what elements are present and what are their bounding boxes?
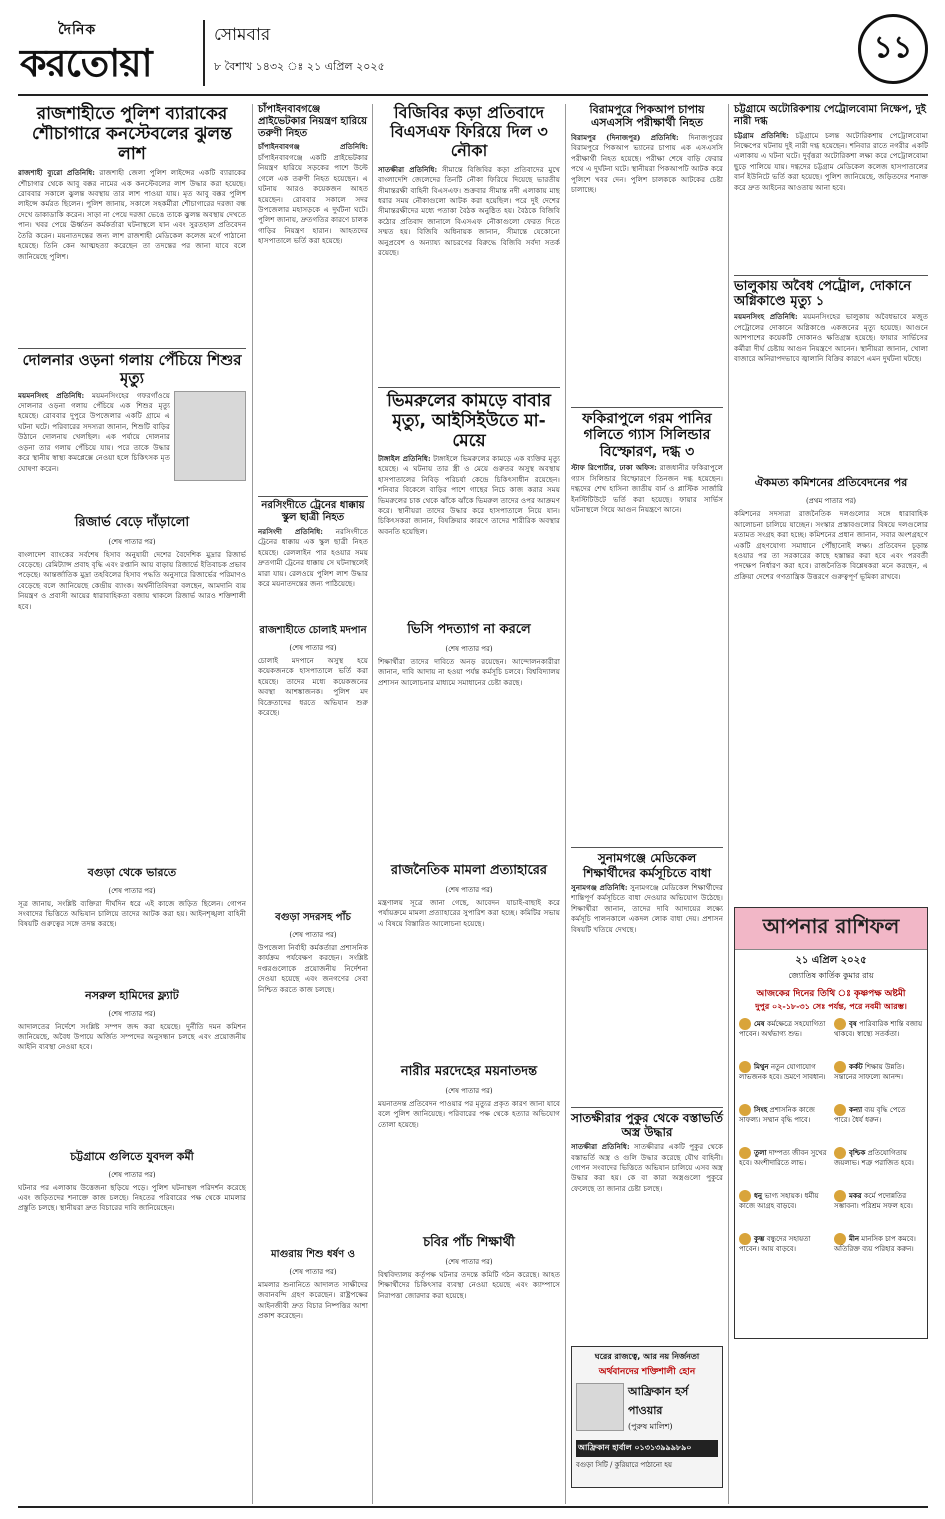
headline-rajshahi: রাজশাহীতে পুলিশ ব্যারাকের শৌচাগারে কনস্টেবলের ঝুলন্ত লাশ <box>32 104 232 165</box>
byline: চট্টগ্রাম প্রতিনিধি: <box>734 130 789 140</box>
masthead-divider <box>203 20 205 86</box>
article-text: চাঁপাইনবাবগঞ্জে একটি প্রাইভেটকার নিয়ন্ত্রণ হারিয়ে সড়কের পাশে উল্টে গেলে এক তরুণী নিহত হয়েছেন। এ ঘটনায় আরও কয়েকজন আহত হয়েছেন। রোববার সকালে সদর উপজেলার মহাসড়কে এ দুর্ঘটনা ঘটে। পুলিশ জানায়, দ্রুতগতির কারণে চালক গাড়ির নিয়ন্ত্রণ হারান। আহতদের হাসপাতালে ভর্তি করা হয়েছে। <box>258 152 368 246</box>
article-text: ময়মনসিংহের গফরগাঁওয়ে দোলনার ওড়না গলায় পেঁচিয়ে এক শিশুর মৃত্যু হয়েছে। রোববার দুপুরে উপজেলার একটি গ্রামে এ ঘটনা ঘটে। পরিবারের সদস্যরা জানান, শিশুটি বাড়ির উঠানে দোলনায় খেলছিল। এক পর্যায়ে দোলনার ওড়না তার গলায় পেঁচিয়ে যায়। পরে তাকে উদ্ধার করে স্থানীয় স্বাস্থ্য কমপ্লেক্সে নেওয়া হলে চিকিৎসক মৃত ঘোষণা করেন। <box>18 390 170 473</box>
article-nari: ময়নাতদন্ত প্রতিবেদন পাওয়ার পর মৃত্যুর প্রকৃত কারণ জানা যাবে বলে পুলিশ জানিয়েছে। পরিবারের পক্ষ থেকে হত্যার অভিযোগ তোলা হয়েছে। <box>378 1098 560 1129</box>
headline-bgb: বিজিবির কড়া প্রতিবাদে বিএসএফ ফিরিয়ে দিল ৩ নৌকা <box>390 103 548 160</box>
zodiac-icon <box>739 1018 751 1030</box>
zodiac-text: ব্যয় বৃদ্ধি পেতে পারে। ধৈর্য ধরুন। <box>834 1106 906 1125</box>
continuation-note: (শেষ পাতার পর) <box>445 644 493 653</box>
byline: ময়মনসিংহ প্রতিনিধি: <box>18 390 85 400</box>
continuation-note: (শেষ পাতার পর) <box>289 1267 337 1276</box>
horse-image <box>576 1383 624 1431</box>
zodiac-text: মানসিক চাপ কমবে। অতিরিক্ত ব্যয় পরিহার করুন। <box>834 1235 916 1254</box>
weekday: সোমবার <box>214 25 271 45</box>
ad-phone: আফ্রিকান হার্বাল ০১৩১৩৯৯৯৮৯০ <box>576 1440 718 1457</box>
byline: টাঙ্গাইল প্রতিনিধি: <box>378 453 431 463</box>
article-dolna <box>18 391 170 509</box>
zodiac-item <box>739 1061 828 1101</box>
headline-ctg-petrol: চট্টগ্রামে অটোরিকশায় পেট্রোলবোমা নিক্ষেপ, দুই নারী দগ্ধ <box>734 104 926 127</box>
headline-dolna: দোলনার ওড়না গলায় পেঁচিয়ে শিশুর মৃত্যু <box>18 348 246 387</box>
zodiac-text: নতুন যোগাযোগ লাভজনক হবে। ভ্রমণে সাবধান। <box>739 1063 826 1082</box>
article-chapai <box>258 142 368 492</box>
zodiac-name: মীন <box>849 1234 860 1244</box>
logo-small-text: দৈনিক <box>58 22 97 38</box>
zodiac-text: দাম্পত্য জীবন সুখের হবে। অংশীদারিতে লাভ। <box>739 1149 827 1168</box>
continuation-note: (শেষ পাতার পর) <box>445 1086 493 1095</box>
zodiac-text: কর্মে পদোন্নতির সম্ভাবনা। পরিশ্রম সফল হবে। <box>834 1192 913 1211</box>
article-rajshahi <box>18 168 246 344</box>
zodiac-icon <box>834 1061 846 1073</box>
article-text: দিনাজপুরের বিরামপুরে পিকআপ ভ্যানের চাপায় এক এসএসসি পরীক্ষার্থী নিহত হয়েছে। পরীক্ষা শেষে বাড়ি ফেরার পথে এ দুর্ঘটনা ঘটে। স্থানীয়রা পিকআপটি আটক করে পুলিশে খবর দেন। পুলিশ চালককে আটকের চেষ্টা চালাচ্ছে। <box>571 132 723 195</box>
article-text: সুনামগঞ্জে মেডিকেল শিক্ষার্থীদের শান্তিপূর্ণ কর্মসূচিতে বাধা দেওয়ার অভিযোগ উঠেছে। শিক্ষার্থীরা জানান, তাদের দাবি আদায়ের লক্ষ্যে কর্মসূচি পালনকালে একদল লোক বাধা দেয়। প্রশাসন বিষয়টি খতিয়ে দেখছে। <box>571 882 723 934</box>
zodiac-icon <box>739 1233 751 1245</box>
ad-top-text: ঘরের রাজত্বে, আর নয় নির্জনতা <box>594 1352 700 1362</box>
headline-bhimrul: ভিমরুলের কামড়ে বাবার মৃত্যু, আইসিইউতে মা-মেয়ে <box>378 387 560 451</box>
zodiac-name: মেষ <box>754 1019 765 1029</box>
article-bhimrul <box>378 454 560 616</box>
byline: চাঁপাইনবাবগঞ্জ প্রতিনিধি: <box>258 142 368 152</box>
zodiac-item <box>834 1233 923 1273</box>
continuation-note: (শেষ পাতার পর) <box>445 885 493 894</box>
zodiac-icon <box>834 1104 846 1116</box>
zodiac-text: কর্মক্ষেত্রে সহযোগিতা পাবেন। অর্থভাগ্য শুভ। <box>739 1020 826 1039</box>
zodiac-name: কন্যা <box>849 1105 863 1115</box>
article-bhaluka <box>734 312 928 470</box>
article-text: নরসিংদীতে ট্রেনের ধাক্কায় এক স্কুল ছাত্রী নিহত হয়েছে। রেললাইন পার হওয়ার সময় দ্রুতগামী ট্রেনের ধাক্কায় সে ঘটনাস্থলেই মারা যায়। রেলওয়ে পুলিশ লাশ উদ্ধার করে ময়নাতদন্তের জন্য পাঠিয়েছে। <box>258 526 368 589</box>
zodiac-text: পারিবারিক শান্তি বজায় থাকবে। স্বাস্থ্যে সতর্কতা। <box>834 1020 923 1039</box>
article-text: রাজশাহী জেলা পুলিশ লাইন্সের একটি ব্যারাকের শৌচাগার থেকে আবু বক্কর নামের এক কনস্টেবলের লাশ উদ্ধার করা হয়েছে। রোববার সকালে ঝুলন্ত অবস্থায় তার লাশ পাওয়া যায়। মৃত আবু বক্কর পুলিশ লাইন্সে কর্মরত ছিলেন। পুলিশ জানায়, সকালে সহকর্মীরা শৌচাগারের দরজা বন্ধ দেখে ডাকাডাকি করেন। সাড়া না পেয়ে দরজা ভেঙে তাকে ঝুলন্ত অবস্থায় দেখতে পান। খবর পেয়ে ঊর্ধ্বতন কর্মকর্তারা ঘটনাস্থলে যান এবং সুরতহাল প্রতিবেদন তৈরি করেন। ময়নাতদন্তের জন্য লাশ রাজশাহী মেডিকেল কলেজ মর্গে পাঠানো হয়েছে। তিনি কেন আত্মহত্যা করেছেন তা তদন্তের পর জানা যাবে বলে জানিয়েছে পুলিশ। <box>18 168 246 261</box>
article-ctg-petrol <box>734 131 928 271</box>
ad-tagline: অর্থবানদের শক্তিশালী হোন <box>598 1367 696 1378</box>
article-bgb <box>378 165 560 383</box>
column-rule <box>252 104 253 1504</box>
article-rajshahi-cholai: চোলাই মদপানে অসুস্থ হয়ে কয়েকজনকে হাসপাতালে ভর্তি করা হয়েছে। তাদের মধ্যে কয়েকজনের অবস্থা আশঙ্কাজনক। পুলিশ মদ বিক্রেতাদের ধরতে অভিযান শুরু করেছে। <box>258 655 368 718</box>
article-reserve: বাংলাদেশ ব্যাংকের সর্বশেষ হিসাব অনুযায়ী দেশের বৈদেশিক মুদ্রার রিজার্ভ বেড়েছে। রেমিট্যান্স প্রবাহ বৃদ্ধি এবং রপ্তানি আয় বাড়ায় রিজার্ভে ইতিবাচক প্রভাব পড়েছে। আন্তর্জাতিক মুদ্রা তহবিলের হিসাব পদ্ধতি অনুসারে রিজার্ভের পরিমাণও বেড়েছে বলে জানিয়েছে কেন্দ্রীয় ব্যাংক। অর্থনীতিবিদরা বলছেন, আমদানি ব্যয় নিয়ন্ত্রণ ও প্রবাসী আয়ের ধারাবাহিকতা বজায় থাকলে রিজার্ভ আরও শক্তিশালী হবে। <box>18 549 246 611</box>
column-4 <box>571 104 723 1488</box>
rashifal-box <box>734 907 928 1339</box>
article-nasrul: আদালতের নির্দেশে সংশ্লিষ্ট সম্পদ জব্দ করা হয়েছে। দুর্নীতি দমন কমিশন জানিয়েছে, অবৈধ উপায়ে অর্জিত সম্পদের অনুসন্ধান চলছে এবং প্রয়োজনীয় আইনি ব্যবস্থা নেওয়া হবে। <box>18 1021 246 1052</box>
headline-chobi: চবির পাঁচ শিক্ষার্থী <box>423 1234 515 1250</box>
byline: স্টাফ রিপোর্টার, ঢাকা অফিস: <box>571 463 657 473</box>
article-birampur <box>571 133 723 403</box>
headline-sunamganj: সুনামগঞ্জে মেডিকেল শিক্ষার্থীদের কর্মসূচিতে বাধা <box>571 847 723 879</box>
headline-rajshahi-cholai: রাজশাহীতে চোলাই মদপান <box>259 624 367 636</box>
continuation-note: (শেষ পাতার পর) <box>108 1170 156 1179</box>
zodiac-icon <box>739 1061 751 1073</box>
byline: রাজশাহী ব্যুরো প্রতিনিধি: <box>18 168 95 178</box>
article-narsingdi <box>258 527 368 619</box>
zodiac-name: সিংহ <box>754 1105 768 1115</box>
zodiac-item <box>834 1104 923 1144</box>
headline-bhaluka: ভালুকায় অবৈধ পেট্রোল, দোকানে অগ্নিকাণ্ডে মৃত্যু ১ <box>734 275 928 310</box>
headline-ctg-worker: চট্টগ্রামে গুলিতে যুবদল কর্মী <box>70 1149 194 1163</box>
zodiac-text: শিক্ষায় উন্নতি। সন্তানের সাফল্যে আনন্দ। <box>834 1063 905 1082</box>
zodiac-text: প্রতিযোগিতায় জয়লাভ। শত্রু পরাজিত হবে। <box>834 1149 914 1168</box>
headline-bogura-sadar: বগুড়া সদরসহ পাঁচ <box>275 911 351 923</box>
article-fakirapul <box>571 463 723 843</box>
article-bogura-sadar: উপজেলা নির্বাহী কর্মকর্তারা প্রশাসনিক কার্যক্রম পর্যবেক্ষণ করছেন। সংশ্লিষ্ট দপ্তরগুলোকে প্রয়োজনীয় নির্দেশনা দেওয়া হয়েছে এবং জনগণের সেবা নিশ্চিত করতে কাজ চলছে। <box>258 942 368 994</box>
column-1 <box>18 104 246 1519</box>
masthead <box>18 14 928 96</box>
zodiac-item <box>739 1147 828 1187</box>
headline-narsingdi: নরসিংদীতে ট্রেনের ধাক্কায় স্কুল ছাত্রী নিহত <box>258 496 368 524</box>
byline: নরসিংদী প্রতিনিধি: <box>258 526 323 536</box>
continuation-note: (শেষ পাতার পর) <box>108 537 156 546</box>
column-rule <box>372 104 373 1504</box>
newspaper-logo <box>18 16 198 88</box>
headline-satkhira-pond: সাতক্ষীরার পুকুর থেকে বস্তাভর্তি অস্ত্র উদ্ধার <box>571 1107 723 1139</box>
article-text: ময়মনসিংহের ভালুকায় অবৈধভাবে মজুত পেট্রোলের দোকানে অগ্নিকাণ্ডে একজনের মৃত্যু হয়েছে। আগুনে আশপাশের কয়েকটি দোকানও ক্ষতিগ্রস্ত হয়েছে। ফায়ার সার্ভিসের কর্মীরা দীর্ঘ চেষ্টায় আগুন নিয়ন্ত্রণে আনেন। স্থানীয়রা জানান, খোলা বাজারে অনিরাপদভাবে জ্বালানি বিক্রির কারণে এমন দুর্ঘটনা ঘটছে। <box>734 312 928 363</box>
zodiac-name: মকর <box>849 1191 862 1201</box>
continuation-note: (প্রথম পাতার পর) <box>805 497 857 506</box>
byline: সাতক্ষীরা প্রতিনিধি: <box>571 1142 630 1152</box>
headline-vc: ভিসি পদত্যাগ না করলে <box>407 621 531 637</box>
zodiac-text: ভাগ্য সহায়ক। ধর্মীয় কাজে আগ্রহ বাড়বে। <box>739 1192 819 1211</box>
article-satkhira-pond <box>571 1142 723 1342</box>
article-vc: শিক্ষার্থীরা তাদের দাবিতে অনড় রয়েছেন। আন্দোলনকারীরা জানান, দাবি আদায় না হওয়া পর্যন্ত কর্মসূচি চলবে। বিশ্ববিদ্যালয় প্রশাসন আলোচনার মাধ্যমে সমাধানের চেষ্টা করছে। <box>378 656 560 687</box>
article-rajnoitik: মন্ত্রণালয় সূত্রে জানা গেছে, আবেদন যাচাই-বাছাই করে পর্যায়ক্রমে মামলা প্রত্যাহারের সুপারিশ করা হচ্ছে। কমিটির সভায় এ বিষয়ে বিস্তারিত আলোচনা হয়েছে। <box>378 897 560 928</box>
page-number: ১১ <box>858 14 928 84</box>
byline: সুনামগঞ্জ প্রতিনিধি: <box>571 882 628 892</box>
tithi-title: আজকের দিনের তিথি ঃ কৃষ্ণপক্ষ অষ্টমী <box>756 989 906 1000</box>
zodiac-item <box>834 1061 923 1101</box>
ad-address: বগুড়া সিটি / কুরিয়ারে পাঠানো হয় <box>576 1461 673 1470</box>
column-3 <box>378 104 560 1510</box>
zodiac-item <box>739 1233 828 1273</box>
child-photo <box>174 391 246 481</box>
headline-nari: নারীর মরদেহের ময়নাতদন্ত <box>400 1063 538 1079</box>
zodiac-name: কুম্ভ <box>754 1234 765 1244</box>
byline: ময়মনসিংহ প্রতিনিধি: <box>734 312 798 322</box>
zodiac-name: তুলা <box>754 1148 767 1158</box>
headline-oikomotto: ঐকমত্য কমিশনের প্রতিবেদনের পর <box>754 476 908 490</box>
zodiac-icon <box>739 1190 751 1202</box>
article-text: সীমান্তে বিজিবির কড়া প্রতিবাদের মুখে বাংলাদেশি জেলেদের তিনটি নৌকা ফিরিয়ে দিয়েছে ভারতীয় সীমান্তরক্ষী বাহিনী বিএসএফ। শুক্রবার সীমান্ত নদী এলাকায় মাছ ধরার সময় নৌকাগুলো আটক করা হয়েছিল। পরে দুই দেশের সীমান্তরক্ষীদের মধ্যে পতাকা বৈঠক অনুষ্ঠিত হয়। বৈঠকে বিজিবি কঠোর প্রতিবাদ জানালে বিএসএফ নৌকাগুলো ফেরত দিতে সম্মত হয়। বিজিবি অধিনায়ক জানান, সীমান্তে যেকোনো অনুপ্রবেশ ও অন্যায্য আচরণের বিরুদ্ধে বিজিবি সর্বদা সতর্ক রয়েছে। <box>378 164 560 258</box>
zodiac-name: বৃশ্চিক <box>849 1148 866 1158</box>
continuation-note: (শেষ পাতার পর) <box>445 1257 493 1266</box>
article-text: সাতক্ষীরার একটি পুকুর থেকে বস্তাভর্তি অস্ত্র ও গুলি উদ্ধার করেছে যৌথ বাহিনী। গোপন সংবাদের ভিত্তিতে অভিযান চালিয়ে এসব অস্ত্র উদ্ধার করা হয়। কে বা কারা অস্ত্রগুলো পুকুরে ফেলেছে তা জানার চেষ্টা চলছে। <box>571 1142 723 1193</box>
headline-nasrul: নসরুল হামিদের ফ্ল্যাট <box>85 988 179 1002</box>
headline-reserve: রিজার্ভ বেড়ে দাঁড়ালো <box>74 514 190 530</box>
column-rule <box>728 104 729 1504</box>
byline: সাতক্ষীরা প্রতিনিধি: <box>378 164 438 174</box>
continuation-note: (শেষ পাতার পর) <box>289 643 337 652</box>
ad-sub: (পুরুষ মালিশ) <box>628 1422 673 1432</box>
column-rule <box>565 104 566 1504</box>
herbal-ad <box>571 1346 723 1488</box>
page-bottom-rule <box>18 1506 928 1508</box>
logo-title: করতোয়া <box>20 41 152 85</box>
column-2 <box>258 104 368 1480</box>
zodiac-name: কর্কট <box>849 1062 863 1072</box>
zodiac-item <box>834 1018 923 1058</box>
zodiac-icon <box>834 1190 846 1202</box>
headline-birampur: বিরামপুরে পিকআপ চাপায় এসএসসি পরীক্ষার্থী নিহত <box>589 103 705 129</box>
zodiac-item <box>834 1147 923 1187</box>
zodiac-list <box>735 1018 927 1273</box>
article-text: টাঙ্গাইলে ভিমরুলের কামড়ে এক ব্যক্তির মৃত্যু হয়েছে। এ ঘটনায় তার স্ত্রী ও মেয়ে গুরুতর অসুস্থ অবস্থায় হাসপাতালের নিবিড় পরিচর্যা কেন্দ্রে চিকিৎসাধীন রয়েছেন। শনিবার বিকেলে বাড়ির পাশে গাছের নিচে কাজ করার সময় ভিমরুলের চাক থেকে ঝাঁকে ঝাঁকে ভিমরুল তাদের ওপর আক্রমণ করে। স্থানীয়রা তাদের উদ্ধার করে হাসপাতালে নিয়ে যান। চিকিৎসকরা জানান, বিষক্রিয়ার কারণে তাদের শারীরিক অবস্থার অবনতি হয়েছিল। <box>378 453 560 536</box>
continuation-note: (শেষ পাতার পর) <box>108 1009 156 1018</box>
rashifal-title: আপনার রাশিফল <box>735 908 927 950</box>
continuation-note: (শেষ পাতার পর) <box>108 886 156 895</box>
article-ctg-worker: ঘটনার পর এলাকায় উত্তেজনা ছড়িয়ে পড়ে। পুলিশ ঘটনাস্থল পরিদর্শন করেছে এবং জড়িতদের শনাক্তে কাজ চলছে। নিহতের পরিবারের পক্ষ থেকে মামলার প্রস্তুতি চলছে। স্থানীয়রা দ্রুত বিচারের দাবি জানিয়েছেন। <box>18 1182 246 1213</box>
zodiac-icon <box>834 1147 846 1159</box>
zodiac-name: বৃষ <box>849 1019 857 1029</box>
article-sunamganj <box>571 883 723 1103</box>
astrologer-name: জ্যোতিষ কার্তিক কুমার রায় <box>788 971 874 981</box>
zodiac-item <box>739 1018 828 1058</box>
rashifal-date: ২১ এপ্রিল ২০২৫ <box>795 955 867 967</box>
headline-fakirapul: ফকিরাপুলে গরম পানির গলিতে গ্যাস সিলিন্ডার বিস্ফোরণ, দগ্ধ ৩ <box>571 407 723 461</box>
zodiac-text: প্রশাসনিক কাজে সাফল্য। সম্মান বৃদ্ধি পাবে। <box>739 1106 815 1125</box>
zodiac-icon <box>834 1233 846 1245</box>
headline-rajnoitik: রাজনৈতিক মামলা প্রত্যাহারের <box>390 862 548 878</box>
zodiac-item <box>834 1190 923 1230</box>
tithi-time: দুপুর ০২-১৮-৩১ সেঃ পর্যন্ত, পরে নবমী আরম্ভ। <box>755 1001 907 1012</box>
article-bogura-india: সূত্র জানায়, সংশ্লিষ্ট ব্যক্তিরা দীর্ঘদিন ধরে এই কাজে জড়িত ছিলেন। গোপন সংবাদের ভিত্তিতে অভিযান চালিয়ে তাদের আটক করা হয়। আইনশৃঙ্খলা বাহিনী বিষয়টি গুরুত্বের সঙ্গে তদন্ত করছে। <box>18 898 246 929</box>
zodiac-name: ধনু <box>754 1191 763 1201</box>
zodiac-icon <box>739 1147 751 1159</box>
article-text: রাজধানীর ফকিরাপুলে গ্যাস সিলিন্ডার বিস্ফোরণে তিনজন দগ্ধ হয়েছেন। দগ্ধদের শেখ হাসিনা জাতীয় বার্ন ও প্লাস্টিক সার্জারি ইনস্টিটিউটে ভর্তি করা হয়েছে। ফায়ার সার্ভিস ঘটনাস্থলে গিয়ে আগুন নিয়ন্ত্রণে আনে। <box>571 463 723 515</box>
headline-bogura-india: বগুড়া থেকে ভারতে <box>87 865 177 879</box>
zodiac-item <box>739 1190 828 1230</box>
zodiac-item <box>739 1104 828 1144</box>
zodiac-name: মিথুন <box>754 1062 769 1072</box>
article-oikomotto: কমিশনের সদস্যরা রাজনৈতিক দলগুলোর সঙ্গে ধারাবাহিক আলোচনা চালিয়ে যাচ্ছেন। সংস্কার প্রস্তাবগুলোর বিষয়ে দলগুলোর মতামত সংগ্রহ করা হচ্ছে। কমিশনের প্রধান জানান, সবার অংশগ্রহণে একটি গ্রহণযোগ্য সমাধানে পৌঁছানোই লক্ষ্য। প্রতিবেদন চূড়ান্ত হওয়ার পর তা সরকারের কাছে হস্তান্তর করা হবে এবং পরবর্তী পদক্ষেপ নির্ধারণ করা হবে। রাজনৈতিক বিশ্লেষকরা মনে করছেন, এ প্রক্রিয়া দেশের গণতান্ত্রিক উত্তরণে গুরুত্বপূর্ণ ভূমিকা রাখবে। <box>734 509 928 581</box>
ad-product: আফ্রিকান হর্স পাওয়ার <box>628 1385 689 1418</box>
byline: বিরামপুর (দিনাজপুর) প্রতিনিধি: <box>571 132 679 142</box>
headline-chapai: চাঁপাইনবাবগঞ্জে প্রাইভেটকার নিয়ন্ত্রণ হারিয়ে তরুণী নিহত <box>258 104 367 139</box>
zodiac-text: বন্ধুদের সহায়তা পাবেন। আয় বাড়বে। <box>739 1235 811 1254</box>
article-text: চট্টগ্রামে চলন্ত অটোরিকশায় পেট্রোলবোমা নিক্ষেপের ঘটনায় দুই নারী দগ্ধ হয়েছেন। শনিবার রাতে নগরীর একটি এলাকায় এ ঘটনা ঘটে। দুর্বৃত্তরা অটোরিকশা লক্ষ্য করে পেট্রোলবোমা ছুড়ে পালিয়ে যায়। দগ্ধদের চট্টগ্রাম মেডিকেল কলেজ হাসপাতালের বার্ন ইউনিটে ভর্তি করা হয়েছে। পুলিশ জানিয়েছে, জড়িতদের শনাক্ত করে দ্রুত আইনের আওতায় আনা হবে। <box>734 130 928 192</box>
article-maguara: মামলার শুনানিতে আদালত সাক্ষীদের জবানবন্দি গ্রহণ করেছেন। রাষ্ট্রপক্ষের আইনজীবী দ্রুত বিচার নিষ্পত্তির আশা প্রকাশ করেছেন। <box>258 1279 368 1321</box>
zodiac-icon <box>834 1018 846 1030</box>
zodiac-icon <box>739 1104 751 1116</box>
date-line: ৮ বৈশাখ ১৪৩২ ঃ ২১ এপ্রিল ২০২৫ <box>214 60 385 73</box>
continuation-note: (শেষ পাতার পর) <box>289 930 337 939</box>
headline-maguara: মাগুরায় শিশু ধর্ষণ ও <box>271 1248 355 1260</box>
column-5 <box>734 104 928 1339</box>
article-chobi: বিশ্ববিদ্যালয় কর্তৃপক্ষ ঘটনার তদন্তে কমিটি গঠন করেছে। আহত শিক্ষার্থীদের চিকিৎসার ব্যবস্থা নেওয়া হয়েছে এবং ক্যাম্পাসে নিরাপত্তা জোরদার করা হয়েছে। <box>378 1269 560 1300</box>
